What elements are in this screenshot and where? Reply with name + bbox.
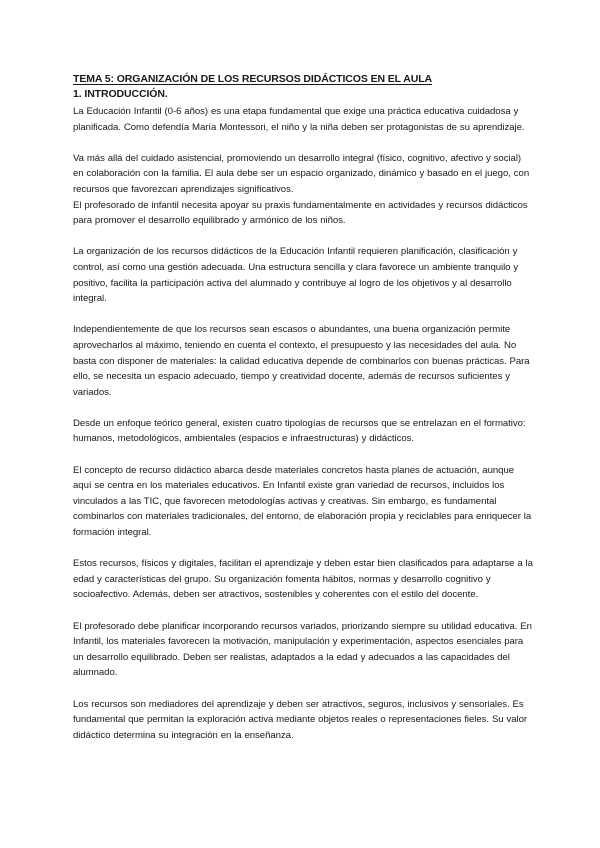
paragraph: Va más allá del cuidado asistencial, promoviendo un desarrollo integral (físico, cognitivo, afectivo y social) en colaboración con la familia. El aula debe ser un espacio organizado, dinámico y basado en el juego, con recursos que favorezcan aprendizajes significativos. [73, 152, 530, 195]
paragraph-gap [73, 135, 533, 151]
paragraph: Los recursos son mediadores del aprendizaje y deben ser atractivos, seguros, inclusivos y sensoriales. Es fundamental que permitan la exploración activa mediante objetos reales o representaciones fieles. Su valor didáctico determina su integración en la enseñanza. [73, 698, 528, 741]
paragraph: El profesorado de infantil necesita apoyar su praxis fundamentalmente en actividades y recursos didácticos para promover el desarrollo equilibrado y armónico de los niños. [73, 199, 528, 227]
paragraph-gap [73, 307, 533, 323]
paragraph: El profesorado debe planificar incorporando recursos variados, priorizando siempre su utilidad educativa. En Infantil, los materiales favorecen la motivación, manipulación y experimentación, aspectos esenciales para un desarrollo equilibrado. Deben ser realistas, adaptados a la edad y adecuados a las capacidades del alumnado. [73, 620, 532, 679]
paragraph: La organización de los recursos didácticos de la Educación Infantil requieren planificación, clasificación y control, así como una gestión adecuada. Una estructura sencilla y clara favorece un ambiente tranquilo y positivo, facilita la participación activa del alumnado y contribuye al logro de los objetivos y al desarrollo integral. [73, 246, 519, 305]
paragraph-gap [73, 603, 533, 619]
paragraph-gap [73, 400, 533, 416]
paragraph-gap [73, 229, 533, 245]
document-page [73, 72, 533, 743]
paragraph: Estos recursos, físicos y digitales, facilitan el aprendizaje y deben estar bien clasificados para adaptarse a la edad y características del grupo. Su organización fomenta hábitos, normas y desarrollo cognitivo y socioafectivo. Además, deben ser atractivos, sostenibles y coherentes con el estilo del docente. [73, 558, 533, 601]
paragraph: Desde un enfoque teórico general, existen cuatro tipologías de recursos que se entrelazan en el formativo: humanos, metodológicos, ambientales (espacios e infraestructuras) y didácticos. [73, 417, 526, 445]
document-title: TEMA 5: ORGANIZACIÓN DE LOS RECURSOS DIDÁCTICOS EN EL AULA [73, 73, 432, 85]
paragraph: El concepto de recurso didáctico abarca desde materiales concretos hasta planes de actuación, aunque aquí se centra en los materiales educativos. En Infantil existe gran variedad de recursos, incluidos los vinculados a las TIC, que favorecen metodologías activas y creativas. Sin embargo, es fundamental combinarlos con materiales tradicionales, del entorno, de elaboración propia y reciclables para enriquecer la formación integral. [73, 464, 532, 539]
paragraph-gap [73, 541, 533, 557]
paragraph: Independientemente de que los recursos sean escasos o abundantes, una buena organización permite aprovecharlos al máximo, teniendo en cuenta el contexto, el presupuesto y las necesidades del aula. No basta con disponer de materiales: la calidad educativa depende de combinarlos con buenas prácticas. Para ello, se necesita un espacio adecuado, tiempo y creatividad docente, además de recursos suficientes y variados. [73, 324, 530, 398]
paragraph-gap [73, 447, 533, 463]
paragraph: La Educación Infantil (0-6 años) es una etapa fundamental que exige una práctica educativa cuidadosa y planificada. Como defendía María Montessori, el niño y la niña deben ser protagonistas de su aprendizaje. [73, 106, 525, 133]
paragraph-gap [73, 681, 533, 697]
section-heading: 1. INTRODUCCIÓN. [73, 88, 168, 100]
